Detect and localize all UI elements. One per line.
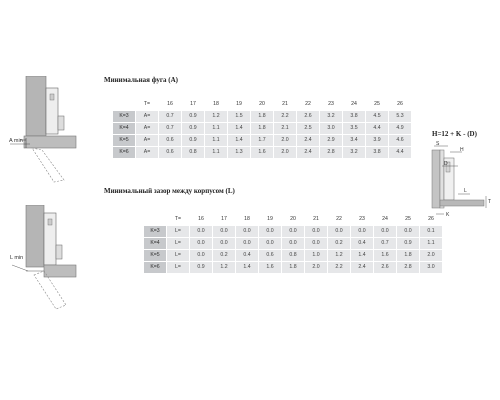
- row-k: K=4: [144, 238, 167, 250]
- table-l-col: 21: [305, 214, 328, 226]
- table-cell: 4.9: [389, 123, 412, 135]
- row-k: K=6: [113, 147, 136, 159]
- table-cell: 5.3: [389, 111, 412, 123]
- table-cell: 2.2: [274, 111, 297, 123]
- label-d: D: [444, 161, 448, 167]
- table-cell: 1.4: [228, 135, 251, 147]
- table-l-col: 17: [213, 214, 236, 226]
- table-cell: 1.7: [251, 135, 274, 147]
- row-sym: A=: [136, 111, 159, 123]
- table-cell: 1.2: [213, 262, 236, 274]
- table-l-col: 22: [328, 214, 351, 226]
- table-cell: 2.0: [420, 250, 443, 262]
- table-cell: 1.8: [397, 250, 420, 262]
- table-cell: 1.0: [305, 250, 328, 262]
- label-l: L: [464, 188, 467, 194]
- table-cell: 0.0: [213, 226, 236, 238]
- table-cell: 0.0: [236, 238, 259, 250]
- table-cell: 3.8: [343, 111, 366, 123]
- table-cell: 0.0: [190, 238, 213, 250]
- table-cell: 0.7: [374, 238, 397, 250]
- table-cell: 2.5: [297, 123, 320, 135]
- table-cell: 2.6: [297, 111, 320, 123]
- table-l-title: Минимальный зазор между корпусом (L): [104, 187, 235, 195]
- table-cell: 0.0: [190, 250, 213, 262]
- table-cell: 0.0: [374, 226, 397, 238]
- table-cell: 3.5: [343, 123, 366, 135]
- table-cell: 0.0: [213, 238, 236, 250]
- table-cell: 1.6: [251, 147, 274, 159]
- table-a-col: 20: [251, 99, 274, 111]
- table-cell: 1.1: [205, 135, 228, 147]
- table-row: [113, 123, 412, 135]
- hinge-dimension-diagram: [414, 140, 494, 230]
- table-row: [113, 147, 412, 159]
- row-k: K=5: [113, 135, 136, 147]
- table-cell: 0.7: [159, 111, 182, 123]
- table-cell: 1.8: [282, 262, 305, 274]
- table-l-col: 16: [190, 214, 213, 226]
- table-cell: 3.8: [366, 147, 389, 159]
- table-l-header-row: [144, 214, 443, 226]
- table-cell: 4.5: [366, 111, 389, 123]
- table-cell: 3.4: [343, 135, 366, 147]
- row-sym: A=: [136, 123, 159, 135]
- table-cell: 0.6: [259, 250, 282, 262]
- table-cell: 0.0: [282, 226, 305, 238]
- label-h: H: [460, 147, 464, 153]
- table-cell: 0.0: [190, 226, 213, 238]
- table-cell: 0.0: [305, 226, 328, 238]
- table-cell: 0.0: [259, 226, 282, 238]
- table-a-col: 24: [343, 99, 366, 111]
- table-cell: 1.2: [205, 111, 228, 123]
- table-cell: 1.5: [228, 111, 251, 123]
- table-cell: 1.4: [228, 123, 251, 135]
- table-cell: 3.9: [366, 135, 389, 147]
- table-l-col: 26: [420, 214, 443, 226]
- label-s: S: [436, 141, 440, 147]
- table-cell: 0.0: [259, 238, 282, 250]
- table-row: [144, 262, 443, 274]
- table-cell: 0.9: [182, 123, 205, 135]
- table-cell: 2.8: [320, 147, 343, 159]
- table-a-col: 22: [297, 99, 320, 111]
- diagram-l-min: [6, 205, 96, 315]
- l-min-label: L min: [10, 255, 24, 261]
- table-cell: 4.4: [366, 123, 389, 135]
- table-a-corner: T=: [136, 99, 159, 111]
- label-k: K: [446, 212, 450, 218]
- table-minimum-gap-a: [112, 98, 412, 159]
- diagram-a-min: [6, 76, 96, 186]
- table-cell: 3.0: [420, 262, 443, 274]
- table-cell: 0.0: [351, 226, 374, 238]
- row-k: K=3: [144, 226, 167, 238]
- row-sym: L=: [167, 262, 190, 274]
- table-cell: 2.9: [320, 135, 343, 147]
- table-cell: 0.0: [328, 226, 351, 238]
- table-l-col: 19: [259, 214, 282, 226]
- row-sym: A=: [136, 147, 159, 159]
- table-a-col: 17: [182, 99, 205, 111]
- row-k: K=4: [113, 123, 136, 135]
- table-row: [144, 238, 443, 250]
- table-cell: 4.4: [389, 147, 412, 159]
- table-l-col: 23: [351, 214, 374, 226]
- table-cell: 0.0: [282, 238, 305, 250]
- row-k: K=5: [144, 250, 167, 262]
- table-a-col: 25: [366, 99, 389, 111]
- table-cell: 0.7: [159, 123, 182, 135]
- table-cell: 1.8: [251, 123, 274, 135]
- table-cell: 4.6: [389, 135, 412, 147]
- table-a-col: 16: [159, 99, 182, 111]
- table-cell: 2.0: [274, 147, 297, 159]
- table-row: [144, 250, 443, 262]
- table-cell: 0.8: [282, 250, 305, 262]
- table-cell: 2.2: [328, 262, 351, 274]
- table-cell: 3.0: [320, 123, 343, 135]
- table-row: [113, 111, 412, 123]
- table-cell: 0.9: [397, 238, 420, 250]
- table-cell: 2.1: [274, 123, 297, 135]
- table-cell: 0.4: [351, 238, 374, 250]
- table-cell: 2.8: [397, 262, 420, 274]
- table-a-col: 18: [205, 99, 228, 111]
- table-a-col: 23: [320, 99, 343, 111]
- table-cell: 3.2: [343, 147, 366, 159]
- table-cell: 0.2: [213, 250, 236, 262]
- table-cell: 2.6: [374, 262, 397, 274]
- a-min-label: A min: [9, 138, 23, 144]
- row-sym: L=: [167, 250, 190, 262]
- table-a-title: Минимальная фуга (А): [104, 76, 179, 84]
- table-cell: 2.4: [351, 262, 374, 274]
- table-cell: 1.6: [259, 262, 282, 274]
- table-a-col: 19: [228, 99, 251, 111]
- row-k: K=6: [144, 262, 167, 274]
- row-sym: A=: [136, 135, 159, 147]
- table-l-col: 24: [374, 214, 397, 226]
- table-l-col: 25: [397, 214, 420, 226]
- table-cell: 0.8: [182, 147, 205, 159]
- table-cell: 2.4: [297, 135, 320, 147]
- row-sym: L=: [167, 226, 190, 238]
- table-cell: 1.1: [420, 238, 443, 250]
- label-t: T: [488, 199, 492, 205]
- table-l-corner: T=: [167, 214, 190, 226]
- table-cell: 0.6: [159, 147, 182, 159]
- row-k: K=3: [113, 111, 136, 123]
- table-cell: 0.0: [236, 226, 259, 238]
- table-cell: 3.2: [320, 111, 343, 123]
- table-cell: 1.3: [228, 147, 251, 159]
- table-cell: 2.0: [305, 262, 328, 274]
- table-cell: 0.0: [397, 226, 420, 238]
- table-cell: 1.2: [328, 250, 351, 262]
- table-row: [144, 226, 443, 238]
- table-cell: 1.4: [351, 250, 374, 262]
- table-minimum-clearance-l: [143, 213, 443, 274]
- formula-text: H=12 + K - (D): [432, 130, 477, 138]
- table-cell: 1.4: [236, 262, 259, 274]
- table-row: [113, 135, 412, 147]
- table-cell: 2.0: [274, 135, 297, 147]
- table-cell: 1.1: [205, 147, 228, 159]
- table-cell: 1.6: [374, 250, 397, 262]
- table-l-col: 20: [282, 214, 305, 226]
- table-cell: 0.9: [182, 111, 205, 123]
- table-l-col: 18: [236, 214, 259, 226]
- table-cell: 0.0: [305, 238, 328, 250]
- table-a-col: 26: [389, 99, 412, 111]
- table-cell: 0.9: [182, 135, 205, 147]
- table-cell: 0.1: [420, 226, 443, 238]
- table-cell: 0.2: [328, 238, 351, 250]
- table-a-col: 21: [274, 99, 297, 111]
- table-cell: 0.6: [159, 135, 182, 147]
- row-sym: L=: [167, 238, 190, 250]
- table-cell: 2.4: [297, 147, 320, 159]
- table-cell: 0.9: [190, 262, 213, 274]
- table-a-header-row: [113, 99, 412, 111]
- table-cell: 1.8: [251, 111, 274, 123]
- table-cell: 1.1: [205, 123, 228, 135]
- table-cell: 0.4: [236, 250, 259, 262]
